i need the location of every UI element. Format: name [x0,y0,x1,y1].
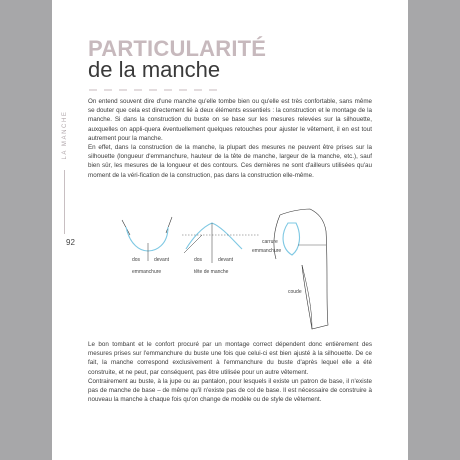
title-dashes [89,88,217,92]
sleeve-head-back-label: dos [194,257,203,263]
armhole-back-label: dos [132,257,141,263]
book-page [52,0,408,460]
sleeve-head-front-label: devant [218,257,234,263]
intro-paragraphs [88,97,372,180]
closing-paragraphs [88,340,372,404]
paragraph-1: On entend souvent dire d'une manche qu'elle tombe bien ou qu'elle est très confortable, sans même se douter que cela est directement lié à deux éléments essentiels : la construction et le montage de la manche. Si dans la construction du buste on se base sur les mesures relevées sur la silhouette, auxquelles on appli-quera éventuellement quelques retouches pour ajuster le vêtement, il en est tout autrement pour la manche. [88,98,372,142]
bodice-diagram [252,209,328,329]
sleeve-figure [112,205,332,335]
page-number: 92 [66,238,75,247]
armhole-diagram [122,217,172,275]
armhole-caption: emmanchure [132,269,162,275]
title-particularite: PARTICULARITÉ [88,36,267,61]
sleeve-head-caption: tête de manche [194,269,229,275]
paragraph-4: Contrairement au buste, à la jupe ou au pantalon, pour lesquels il existe un patron de base, il n'existe pas de manche de base – de même qu'il n'existe pas de col de base. Il est nécessaire de construire à nouveau la manche à chaque fois qu'on change de modèle ou de style de vêtement. [88,377,372,404]
section-rule [64,170,65,234]
title-de-la-manche: de la manche [88,57,221,82]
bodice-label-armhole: emmanchure [252,248,282,254]
armhole-front-label: devant [154,257,170,263]
paragraph-3: Le bon tombant et le confort procuré par un montage correct dépendent donc entièrement des mesures prises sur l'emmanchure du buste une fois que celui-ci est bien ajusté à la silhouette. De ce fait, la manche correspond exclusivement à l'emmanchure du buste d'après lequel elle a été construite, et ne peut, par conséquent, pas être utilisée pour un autre vêtement. [88,341,372,376]
paragraph-2: En effet, dans la construction de la manche, la plupart des mesures ne peuvent être prises sur la silhouette (longueur d'emmanchure, hauteur de la tête de manche, largeur de la manche, etc.), sauf bien sûr, les mesures de la longueur et des contours. Ces dernières ne sont d'ailleurs utilisées qu'au moment de la véri-fication de la construction, pas dans la construction elle-même. [88,144,372,179]
sleeve-head-diagram [182,223,260,275]
section-running-head: LA MANCHE [62,110,68,160]
bodice-label-sleeve: carrure [262,239,278,245]
bodice-label-elbow: coude [288,289,302,295]
